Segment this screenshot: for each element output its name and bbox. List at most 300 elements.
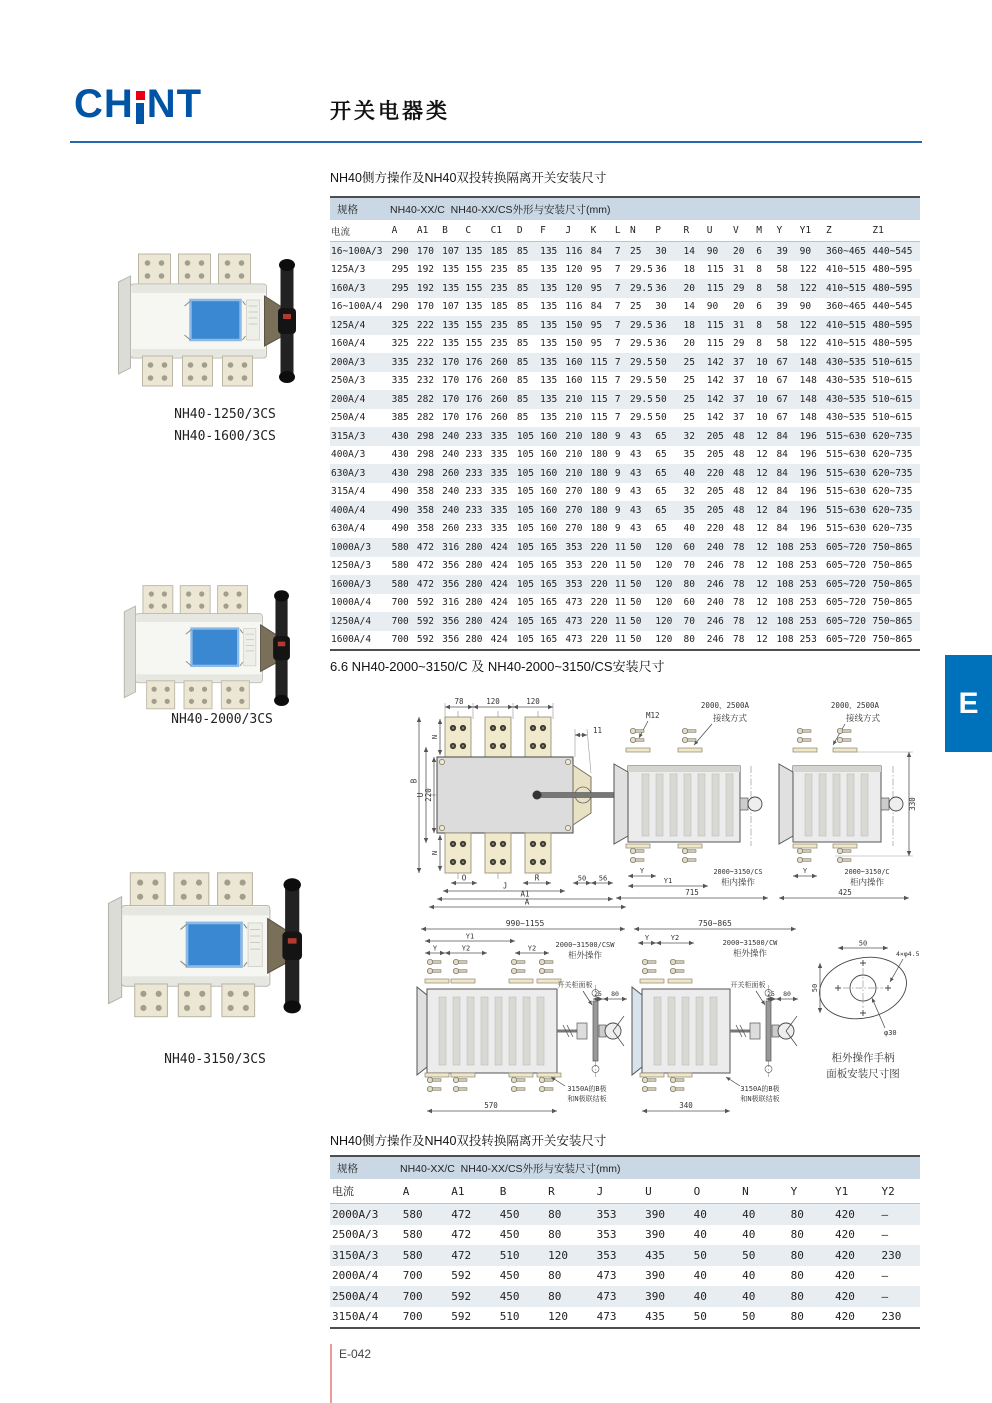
data-cell: 40 [742, 1289, 756, 1303]
data-cell: 11 [614, 560, 627, 572]
data-cell: 84 [776, 467, 788, 479]
data-cell: 67 [776, 393, 788, 405]
diagram-plan-view [409, 695, 635, 910]
data-cell: 605~720 [825, 597, 866, 609]
data-cell: 90 [799, 245, 812, 257]
dim-label: Y [432, 944, 438, 953]
data-cell: 122 [799, 282, 817, 294]
data-cell: 80 [790, 1310, 804, 1324]
data-cell: 165 [540, 634, 558, 646]
operation-label: 柜外操作 [732, 949, 768, 959]
data-cell: 6 [756, 245, 762, 257]
data-cell: 122 [799, 264, 817, 276]
data-cell: 510~615 [872, 356, 913, 368]
data-cell: 2500A/3 [332, 1228, 379, 1242]
dim-label: A [524, 897, 530, 907]
data-cell: 170 [442, 375, 460, 387]
data-cell: 43 [629, 449, 642, 461]
data-cell: 39 [776, 301, 788, 313]
data-cell: 135 [540, 282, 558, 294]
data-cell: 108 [776, 578, 794, 590]
data-cell: 85 [516, 245, 529, 257]
data-cell: 148 [799, 393, 817, 405]
data-cell: 78 [733, 578, 745, 590]
data-cell: 115 [706, 319, 724, 331]
dim-label: B [409, 778, 419, 784]
product-caption: NH40-1600/3CS [174, 429, 276, 444]
column-header-cell: L [614, 220, 629, 242]
data-cell: 430~535 [825, 393, 866, 405]
data-cell: 116 [565, 301, 583, 313]
data-cell: 12 [756, 430, 768, 442]
data-cell: 116 [565, 245, 583, 257]
data-cell: 700 [402, 1289, 423, 1303]
data-cell: 65 [655, 467, 667, 479]
data-cell: 196 [799, 486, 817, 498]
data-cell: 253 [799, 634, 817, 646]
data-cell: 155 [465, 338, 483, 350]
data-cell: 7 [614, 375, 621, 387]
data-cell: 105 [516, 430, 535, 442]
data-cell: 105 [516, 560, 535, 572]
data-cell: 105 [516, 467, 535, 479]
data-cell: 1000A/3 [331, 541, 372, 553]
data-cell: 233 [465, 486, 483, 498]
data-cell: 430 [391, 430, 409, 442]
data-cell: 253 [799, 578, 817, 590]
data-cell: 160 [540, 449, 558, 461]
data-cell: 135 [540, 356, 558, 368]
data-cell: 80 [548, 1228, 562, 1242]
data-cell: 316 [442, 541, 460, 553]
data-cell: 232 [416, 356, 435, 368]
data-cell: 84 [776, 486, 788, 498]
data-cell: 353 [565, 560, 583, 572]
data-cell: 135 [540, 245, 558, 257]
data-cell: 29.5 [629, 338, 653, 350]
table-row [330, 242, 920, 261]
data-cell: 25 [683, 393, 695, 405]
data-cell: 7 [614, 245, 621, 257]
data-cell: 60 [683, 597, 695, 609]
data-cell: 25 [629, 245, 642, 257]
table-row [330, 220, 920, 242]
column-header-cell: Y1 [833, 1179, 879, 1204]
table2-grid [330, 1179, 920, 1327]
column-header-cell: J [595, 1179, 643, 1204]
data-cell: 480~595 [872, 338, 913, 350]
data-cell: 235 [490, 319, 508, 331]
data-cell: 240 [442, 486, 460, 498]
data-cell: 750~865 [872, 578, 913, 590]
data-cell: 148 [799, 375, 817, 387]
data-cell: 358 [416, 486, 435, 498]
data-cell: 10 [756, 375, 768, 387]
data-cell: 84 [776, 523, 788, 535]
data-cell: 298 [416, 467, 435, 479]
data-cell: 750~865 [872, 615, 913, 627]
data-cell: 450 [499, 1228, 520, 1242]
data-cell: 108 [776, 634, 794, 646]
data-cell: 358 [416, 523, 435, 535]
dim-label: 50 [577, 874, 587, 883]
data-cell: 1600A/4 [331, 634, 372, 646]
data-cell: 435 [645, 1310, 666, 1324]
data-cell: 430~535 [825, 375, 866, 387]
data-cell: 135 [540, 375, 558, 387]
column-header-cell: P [654, 220, 682, 242]
data-cell: 420 [835, 1207, 855, 1221]
data-cell: 205 [706, 504, 724, 516]
dim-label: Y [644, 934, 650, 942]
data-cell: 165 [540, 541, 558, 553]
data-cell: 490 [391, 523, 409, 535]
data-cell: 84 [776, 449, 788, 461]
data-cell: 29.5 [629, 264, 653, 276]
data-cell: 120 [655, 541, 673, 553]
data-cell: 58 [776, 319, 788, 331]
data-cell: 65 [655, 523, 667, 535]
data-cell: 7 [614, 282, 621, 294]
data-cell: 12 [756, 541, 768, 553]
section-heading: 6.6 NH40-2000~3150/C 及 NH40-2000~3150/CS安装尺寸 [330, 659, 665, 674]
chint-logo [74, 84, 202, 124]
data-cell: 200A/3 [331, 356, 366, 368]
data-cell: 120 [655, 560, 673, 572]
data-cell: – [881, 1207, 889, 1221]
data-cell: 592 [416, 615, 435, 627]
data-cell: 29.5 [629, 319, 653, 331]
spec-label: 规格 [337, 1162, 358, 1175]
data-cell: 20 [733, 245, 745, 257]
table-row [330, 631, 920, 650]
panel-label: 开关柜面板 [557, 981, 593, 989]
data-cell: 12 [756, 467, 768, 479]
data-cell: 85 [516, 264, 529, 276]
data-cell: 282 [416, 412, 435, 424]
table-row [330, 538, 920, 557]
data-cell: 165 [540, 615, 558, 627]
data-cell: 10 [756, 356, 768, 368]
data-cell: 50 [655, 412, 667, 424]
data-cell: 160 [565, 356, 583, 368]
data-cell: – [881, 1228, 889, 1242]
data-cell: 620~735 [872, 504, 913, 516]
data-cell: 142 [706, 412, 724, 424]
data-cell: 115 [706, 264, 724, 276]
data-cell: 105 [516, 523, 535, 535]
data-cell: – [881, 1269, 889, 1283]
data-cell: 2500A/4 [332, 1289, 379, 1303]
data-cell: 592 [451, 1289, 472, 1303]
data-cell: 473 [565, 634, 583, 646]
data-cell: 580 [391, 560, 409, 572]
data-cell: 29.5 [629, 282, 653, 294]
variant-label: 2000~31500/CW [722, 939, 778, 947]
dim-label: 50 [858, 939, 868, 948]
operation-label: 柜内操作 [720, 878, 756, 888]
data-cell: – [881, 1289, 889, 1303]
data-cell: 160 [540, 467, 558, 479]
data-cell: 95 [590, 338, 603, 350]
link-label: 和N极联结板 [740, 1095, 780, 1103]
data-cell: 25 [683, 412, 695, 424]
table-row [330, 1225, 920, 1246]
amp-label: 2000、2500A [830, 701, 880, 710]
data-cell: 135 [442, 338, 460, 350]
data-cell: 510~615 [872, 412, 913, 424]
data-cell: 67 [776, 375, 788, 387]
column-header-cell: A [401, 1179, 449, 1204]
data-cell: 37 [733, 356, 745, 368]
data-cell: 8 [756, 264, 762, 276]
data-cell: 31 [733, 319, 745, 331]
data-cell: 605~720 [825, 615, 866, 627]
data-cell: 84 [776, 504, 788, 516]
data-cell: 220 [706, 467, 724, 479]
data-cell: 580 [402, 1207, 423, 1221]
data-cell: 43 [629, 486, 642, 498]
data-cell: 105 [516, 449, 535, 461]
installation-diagrams [330, 690, 930, 1120]
data-cell: 233 [465, 430, 483, 442]
data-cell: 592 [416, 597, 435, 609]
data-cell: 10 [756, 393, 768, 405]
data-cell: 125A/4 [331, 319, 366, 331]
data-cell: 20 [683, 338, 695, 350]
data-cell: 353 [596, 1248, 617, 1262]
data-cell: 90 [706, 245, 719, 257]
data-cell: 280 [465, 597, 483, 609]
data-cell: 356 [442, 578, 460, 590]
data-cell: 160 [565, 375, 583, 387]
data-cell: 180 [590, 523, 608, 535]
data-cell: 160 [540, 523, 558, 535]
data-cell: 50 [629, 597, 642, 609]
data-cell: 290 [391, 301, 409, 313]
data-cell: 18 [683, 319, 695, 331]
column-header-cell: 电流 [330, 220, 391, 242]
data-cell: 25 [683, 375, 695, 387]
data-cell: 115 [590, 412, 608, 424]
data-cell: 390 [645, 1289, 666, 1303]
data-cell: 9 [614, 449, 621, 461]
data-cell: 78 [733, 634, 745, 646]
data-cell: 12 [756, 523, 768, 535]
data-cell: 510 [499, 1310, 520, 1324]
data-cell: 50 [629, 541, 642, 553]
data-cell: 85 [516, 356, 529, 368]
data-cell: 7 [614, 338, 621, 350]
data-cell: 222 [416, 338, 435, 350]
column-header-cell: A [391, 220, 416, 242]
data-cell: 360~465 [825, 301, 866, 313]
data-cell: 50 [742, 1248, 756, 1262]
data-cell: 135 [442, 319, 460, 331]
data-cell: 282 [416, 393, 435, 405]
product-caption: NH40-3150/3CS [164, 1052, 266, 1067]
data-cell: 420 [835, 1289, 855, 1303]
data-cell: 40 [742, 1269, 756, 1283]
data-cell: 115 [590, 393, 608, 405]
data-cell: 107 [442, 301, 460, 313]
product-photo-nh40-3150 [102, 858, 320, 1038]
data-cell: 335 [391, 356, 409, 368]
data-cell: 7 [614, 319, 621, 331]
data-cell: 120 [548, 1248, 569, 1262]
data-cell: 450 [499, 1289, 520, 1303]
table-row [330, 575, 920, 594]
table1-grid [330, 220, 920, 649]
dim-label: O [461, 873, 467, 883]
data-cell: 196 [799, 523, 817, 535]
data-cell: 356 [442, 615, 460, 627]
data-cell: 185 [490, 301, 508, 313]
table-row [330, 1179, 920, 1204]
data-cell: 356 [442, 560, 460, 572]
data-cell: 592 [451, 1310, 472, 1324]
data-cell: 170 [416, 301, 435, 313]
data-cell: 35 [683, 504, 695, 516]
data-cell: 170 [416, 245, 435, 257]
data-cell: 35 [683, 449, 695, 461]
data-cell: 420 [835, 1310, 855, 1324]
data-cell: 170 [442, 412, 460, 424]
data-cell: 220 [590, 615, 608, 627]
data-cell: 160 [540, 486, 558, 498]
data-cell: 270 [565, 486, 583, 498]
dim-label: 56 [598, 874, 608, 883]
data-cell: 246 [706, 634, 724, 646]
column-header-cell: 电流 [330, 1179, 401, 1204]
data-cell: 480~595 [872, 282, 913, 294]
data-cell: 430 [391, 467, 409, 479]
data-cell: 150 [565, 319, 583, 331]
data-cell: 473 [565, 597, 583, 609]
data-cell: 750~865 [872, 541, 913, 553]
data-cell: 410~515 [825, 319, 866, 331]
data-cell: 120 [565, 264, 583, 276]
data-cell: 40 [693, 1228, 707, 1242]
spec-value: NH40-XX/C NH40-XX/CS外形与安装尺寸(mm) [390, 203, 611, 216]
data-cell: 205 [706, 430, 724, 442]
data-cell: 120 [548, 1310, 569, 1324]
data-cell: 105 [516, 504, 535, 516]
data-cell: 620~735 [872, 430, 913, 442]
data-cell: 196 [799, 449, 817, 461]
data-cell: 472 [451, 1248, 472, 1262]
data-cell: 135 [540, 319, 558, 331]
data-cell: 32 [683, 486, 695, 498]
data-cell: 40 [693, 1207, 707, 1221]
table-row [330, 1204, 920, 1225]
data-cell: 180 [590, 504, 608, 516]
data-cell: 48 [733, 504, 745, 516]
data-cell: 120 [655, 597, 673, 609]
diagram-side-view-c [775, 698, 930, 903]
data-cell: 220 [590, 597, 608, 609]
data-cell: 14 [683, 245, 695, 257]
data-cell: 472 [451, 1207, 472, 1221]
data-cell: 450 [499, 1207, 520, 1221]
data-cell: 80 [790, 1289, 804, 1303]
column-header-cell: N [740, 1179, 788, 1204]
link-label: 3150A的B极 [567, 1085, 607, 1093]
dim-label: 990~1155 [505, 919, 545, 928]
dim-label: N [431, 850, 439, 856]
data-cell: 400A/3 [331, 449, 366, 461]
data-cell: 435 [645, 1248, 666, 1262]
data-cell: 31 [733, 264, 745, 276]
data-cell: 353 [596, 1228, 617, 1242]
data-cell: 580 [402, 1228, 423, 1242]
data-cell: 420 [835, 1269, 855, 1283]
data-cell: 325 [391, 319, 409, 331]
table2-spec-band [330, 1155, 920, 1179]
table-row [330, 409, 920, 428]
data-cell: 1600A/3 [331, 578, 372, 590]
data-cell: 65 [655, 486, 667, 498]
table-row [330, 427, 920, 446]
data-cell: 85 [516, 375, 529, 387]
data-cell: 335 [490, 486, 508, 498]
data-cell: 80 [683, 634, 695, 646]
data-cell: 50 [629, 615, 642, 627]
data-cell: 105 [516, 486, 535, 498]
data-cell: 90 [706, 301, 719, 313]
data-cell: 240 [706, 597, 724, 609]
dim-label: Y1 [465, 932, 475, 941]
data-cell: 515~630 [825, 523, 866, 535]
data-cell: 65 [655, 504, 667, 516]
data-cell: 515~630 [825, 504, 866, 516]
data-cell: 620~735 [872, 449, 913, 461]
data-cell: 230 [881, 1310, 902, 1324]
table2-title: NH40侧方操作及NH40双投转换隔离开关安装尺寸 [330, 1134, 607, 1148]
data-cell: 235 [490, 338, 508, 350]
header-rule [70, 141, 922, 143]
data-cell: 105 [516, 541, 535, 553]
data-cell: 424 [490, 541, 508, 553]
data-cell: 253 [799, 541, 817, 553]
diagram-cw-external [630, 915, 800, 1115]
column-header-cell: A1 [416, 220, 441, 242]
data-cell: 135 [442, 282, 460, 294]
data-cell: 240 [442, 449, 460, 461]
table-row [330, 1307, 920, 1328]
data-cell: 37 [733, 393, 745, 405]
data-cell: 353 [596, 1207, 617, 1221]
data-cell: 80 [548, 1289, 562, 1303]
product-photo-nh40-1250 [110, 248, 315, 398]
data-cell: 108 [776, 541, 794, 553]
dim-label: 120 [526, 697, 540, 706]
dim-label: A1 [520, 889, 530, 899]
data-cell: 246 [706, 578, 724, 590]
data-cell: 32 [683, 430, 695, 442]
data-cell: 472 [416, 560, 435, 572]
data-cell: 135 [465, 245, 483, 257]
data-cell: 43 [629, 430, 642, 442]
data-cell: 450 [499, 1269, 520, 1283]
data-cell: 37 [733, 375, 745, 387]
data-cell: 358 [416, 504, 435, 516]
data-cell: 180 [590, 486, 608, 498]
data-cell: 233 [465, 504, 483, 516]
column-header-cell: C [464, 220, 489, 242]
data-cell: 11 [614, 634, 627, 646]
data-cell: 8 [756, 282, 762, 294]
